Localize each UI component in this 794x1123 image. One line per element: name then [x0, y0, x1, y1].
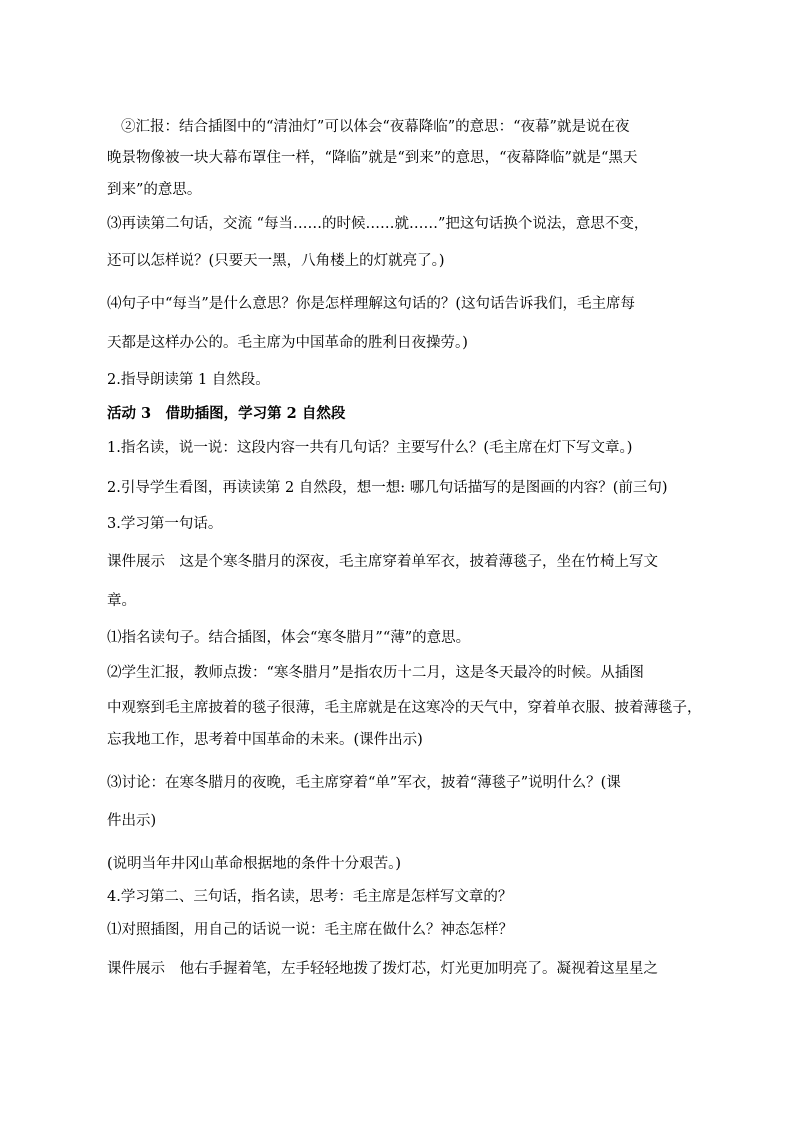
text-line-16: ⑵学生汇报，教师点拨：“寒冬腊月”是指农历十二月，这是冬天最冷的时候。从插图	[107, 665, 644, 681]
text-line-11: 2.引导学生看图，再读读第 2 自然段，想一想: 哪几句话描写的是图画的内容？(前三句)	[107, 480, 668, 496]
text-line-5: 还可以怎样说？(只要天一黑，八角楼上的灯就亮了。)	[107, 253, 445, 269]
text-line-18: 忘我地工作，思考着中国革命的未来。(课件出示)	[107, 732, 423, 748]
text-line-13: 课件展示 这是个寒冬腊月的深夜，毛主席穿着单军衣，披着薄毯子，坐在竹椅上写文	[107, 554, 658, 570]
text-line-23: ⑴对照插图，用自己的话说一说：毛主席在做什么？神态怎样？	[107, 922, 513, 938]
text-line-17: 中观察到毛主席披着的毯子很薄，毛主席就是在这寒冷的天气中，穿着单衣服、披着薄毯子，	[107, 700, 702, 716]
section-heading-activity-3: 活动 3 借助插图，学习第 2 自然段	[107, 405, 346, 422]
text-line-8: 2.指导朗读第 1 自然段。	[107, 372, 270, 388]
text-line-2: 晚景物像被一块大幕布罩住一样，“降临”就是“到来”的意思，“夜幕降临”就是“黑天	[107, 150, 638, 166]
text-line-12: 3.学习第一句话。	[107, 516, 223, 532]
text-line-7: 天都是这样办公的。毛主席为中国革命的胜利日夜操劳。)	[107, 335, 468, 351]
text-line-14: 章。	[107, 593, 136, 609]
text-line-15: ⑴指名读句子。结合插图，体会“寒冬腊月”“薄”的意思。	[107, 630, 471, 646]
text-line-4: ⑶再读第二句话，交流 “每当……的时候……就……”把这句话换个说法，意思不变，	[107, 216, 649, 232]
text-line-21: (说明当年井冈山革命根据地的条件十分艰苦。)	[107, 856, 402, 872]
text-line-6: ⑷句子中“每当”是什么意思？你是怎样理解这句话的？(这句话告诉我们，毛主席每	[107, 296, 635, 312]
text-line-19: ⑶讨论：在寒冬腊月的夜晚，毛主席穿着“单”军衣，披着“薄毯子”说明什么？(课	[107, 775, 621, 791]
text-line-10: 1.指名读，说一说：这段内容一共有几句话？主要写什么？(毛主席在灯下写文章。)	[107, 440, 633, 456]
text-line-3: 到来”的意思。	[107, 182, 202, 198]
text-line-1: ②汇报：结合插图中的“清油灯”可以体会“夜幕降临”的意思：“夜幕”就是说在夜	[121, 119, 630, 135]
text-line-22: 4.学习第二、三句话，指名读，思考：毛主席是怎样写文章的？	[107, 889, 513, 905]
text-line-20: 件出示)	[107, 813, 157, 829]
text-line-24: 课件展示 他右手握着笔，左手轻轻地拨了拨灯芯，灯光更加明亮了。凝视着这星星之	[107, 961, 658, 977]
